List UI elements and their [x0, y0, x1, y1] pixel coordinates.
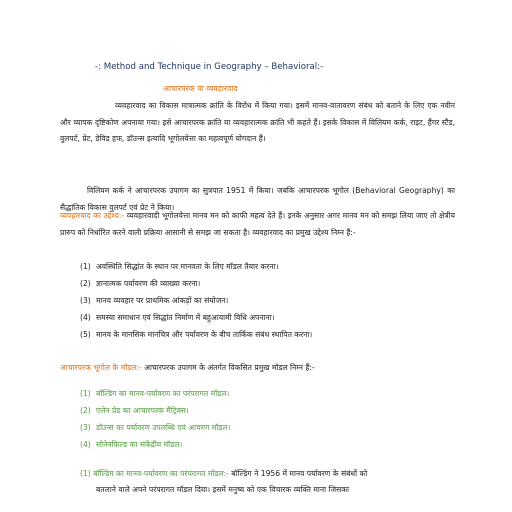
list-item: (4) समस्या समाधान एवं सिद्धांत निर्माण में बहुआयामी विधि अपनाना।: [80, 313, 275, 322]
objective-heading: व्यवहारवाद का उद्देश्य:-: [60, 211, 125, 220]
document-title: -: Method and Technique in Geography – Behavioral:-: [95, 62, 324, 72]
list-item: (1) बॉल्डिंग का मानव-पर्यावरण का परंपरागत मॉडल।: [80, 389, 230, 398]
document-subtitle: आचारपरक या व्यवहारवाद: [163, 84, 238, 93]
objective-paragraph: [60, 208, 455, 241]
list-item: (4) सोनेनफिल्ड का संकेंद्रीय मॉडल।: [80, 440, 183, 449]
models-heading: आचारपरक भूगोल के मॉडल:-: [60, 363, 142, 372]
boulding-text-line1: बॉल्डिंग ने 1956 में मानव पर्यावरण के संबंधों को: [228, 469, 368, 478]
models-list: [80, 385, 230, 453]
list-item: (3) मानव व्यवहार पर प्राथमिक आंकड़ों का संयोजन।: [80, 296, 229, 305]
list-item: (1) अवस्थिति सिद्धांत के स्थान पर मानवता के लिए मॉडल तैयार करना।: [80, 262, 279, 271]
boulding-text-line2: बतलाने वाले अपने परंपरागत मॉडल दिया। इसमें मनुष्य को एक विचारक व्यक्ति माना जिसका: [96, 485, 350, 494]
boulding-heading: बॉल्डिंग का मानव-पर्यावरण का परंपरागत मॉडल:-: [93, 469, 229, 478]
list-item: (5) मानव के मानसिक मानचित्र और पर्यावरण के बीच तार्किक संबंध स्थापित करना।: [80, 330, 313, 339]
list-item: (3) डॉउन्स का पर्यावरण उपलब्धि एवं आचरण मॉडल।: [80, 423, 231, 432]
objective-text: व्यवहारवादी भूगोलवेत्ता मानव मन को काफी महत्व देते हैं। इनके अनुसार अगर मानव मन को समझ लिया जाए तो क्षेत्रीय प्रारुप को निर्धारित करने वाली प्रक्रिया आसानी से समझ जा सकता है। व्यवहारवाद का प्रमुख उद्देश्य निम्न हैं:-: [60, 211, 455, 237]
boulding-num: (1): [80, 469, 91, 478]
list-item: (2) ज्ञानात्मक पर्यावरण की व्याख्या करना।: [80, 279, 201, 288]
models-paragraph: [60, 363, 315, 373]
list-item: (2) एलेन प्रेड का आचारपरक मैट्रिक्स।: [80, 406, 189, 415]
boulding-paragraph: [80, 466, 455, 498]
models-text: आचारपरक उपागम के अंतर्गत विकसित प्रमुख मॉडल निम्न हैं:-: [141, 363, 315, 372]
intro-paragraph: व्यवहारवाद का विकास मात्रात्मक क्रांति के विरोध में किया गया। इसमें मानव-वातावरण संबंध को बताने के लिए एक नवीन और व्यापक दृष्टिकोण अपनाया गया। इसे आचारपरक क्रांति या व्यवहारात्मक क्रांति भी कहते हैं। इसके विकास में विलियम कर्क, राइट, हैंगर स्टैंड, वुलपर्ट, प्रेट, डेविड हफ, डॉउन्स इत्यादि भूगोलवेत्ता का महत्वपूर्ण योगदान हैं।: [60, 101, 455, 143]
history-paragraph: विलियम कर्क ने आचारपरक उपागम का सुत्रपात 1951 में किया। जबकि आचारपरक भूगोल (Behavioral Geography) का सैद्धांतिक विकास वुलपर्ट एवं प्रेट ने किया।: [60, 186, 455, 212]
objectives-list: [80, 258, 312, 343]
